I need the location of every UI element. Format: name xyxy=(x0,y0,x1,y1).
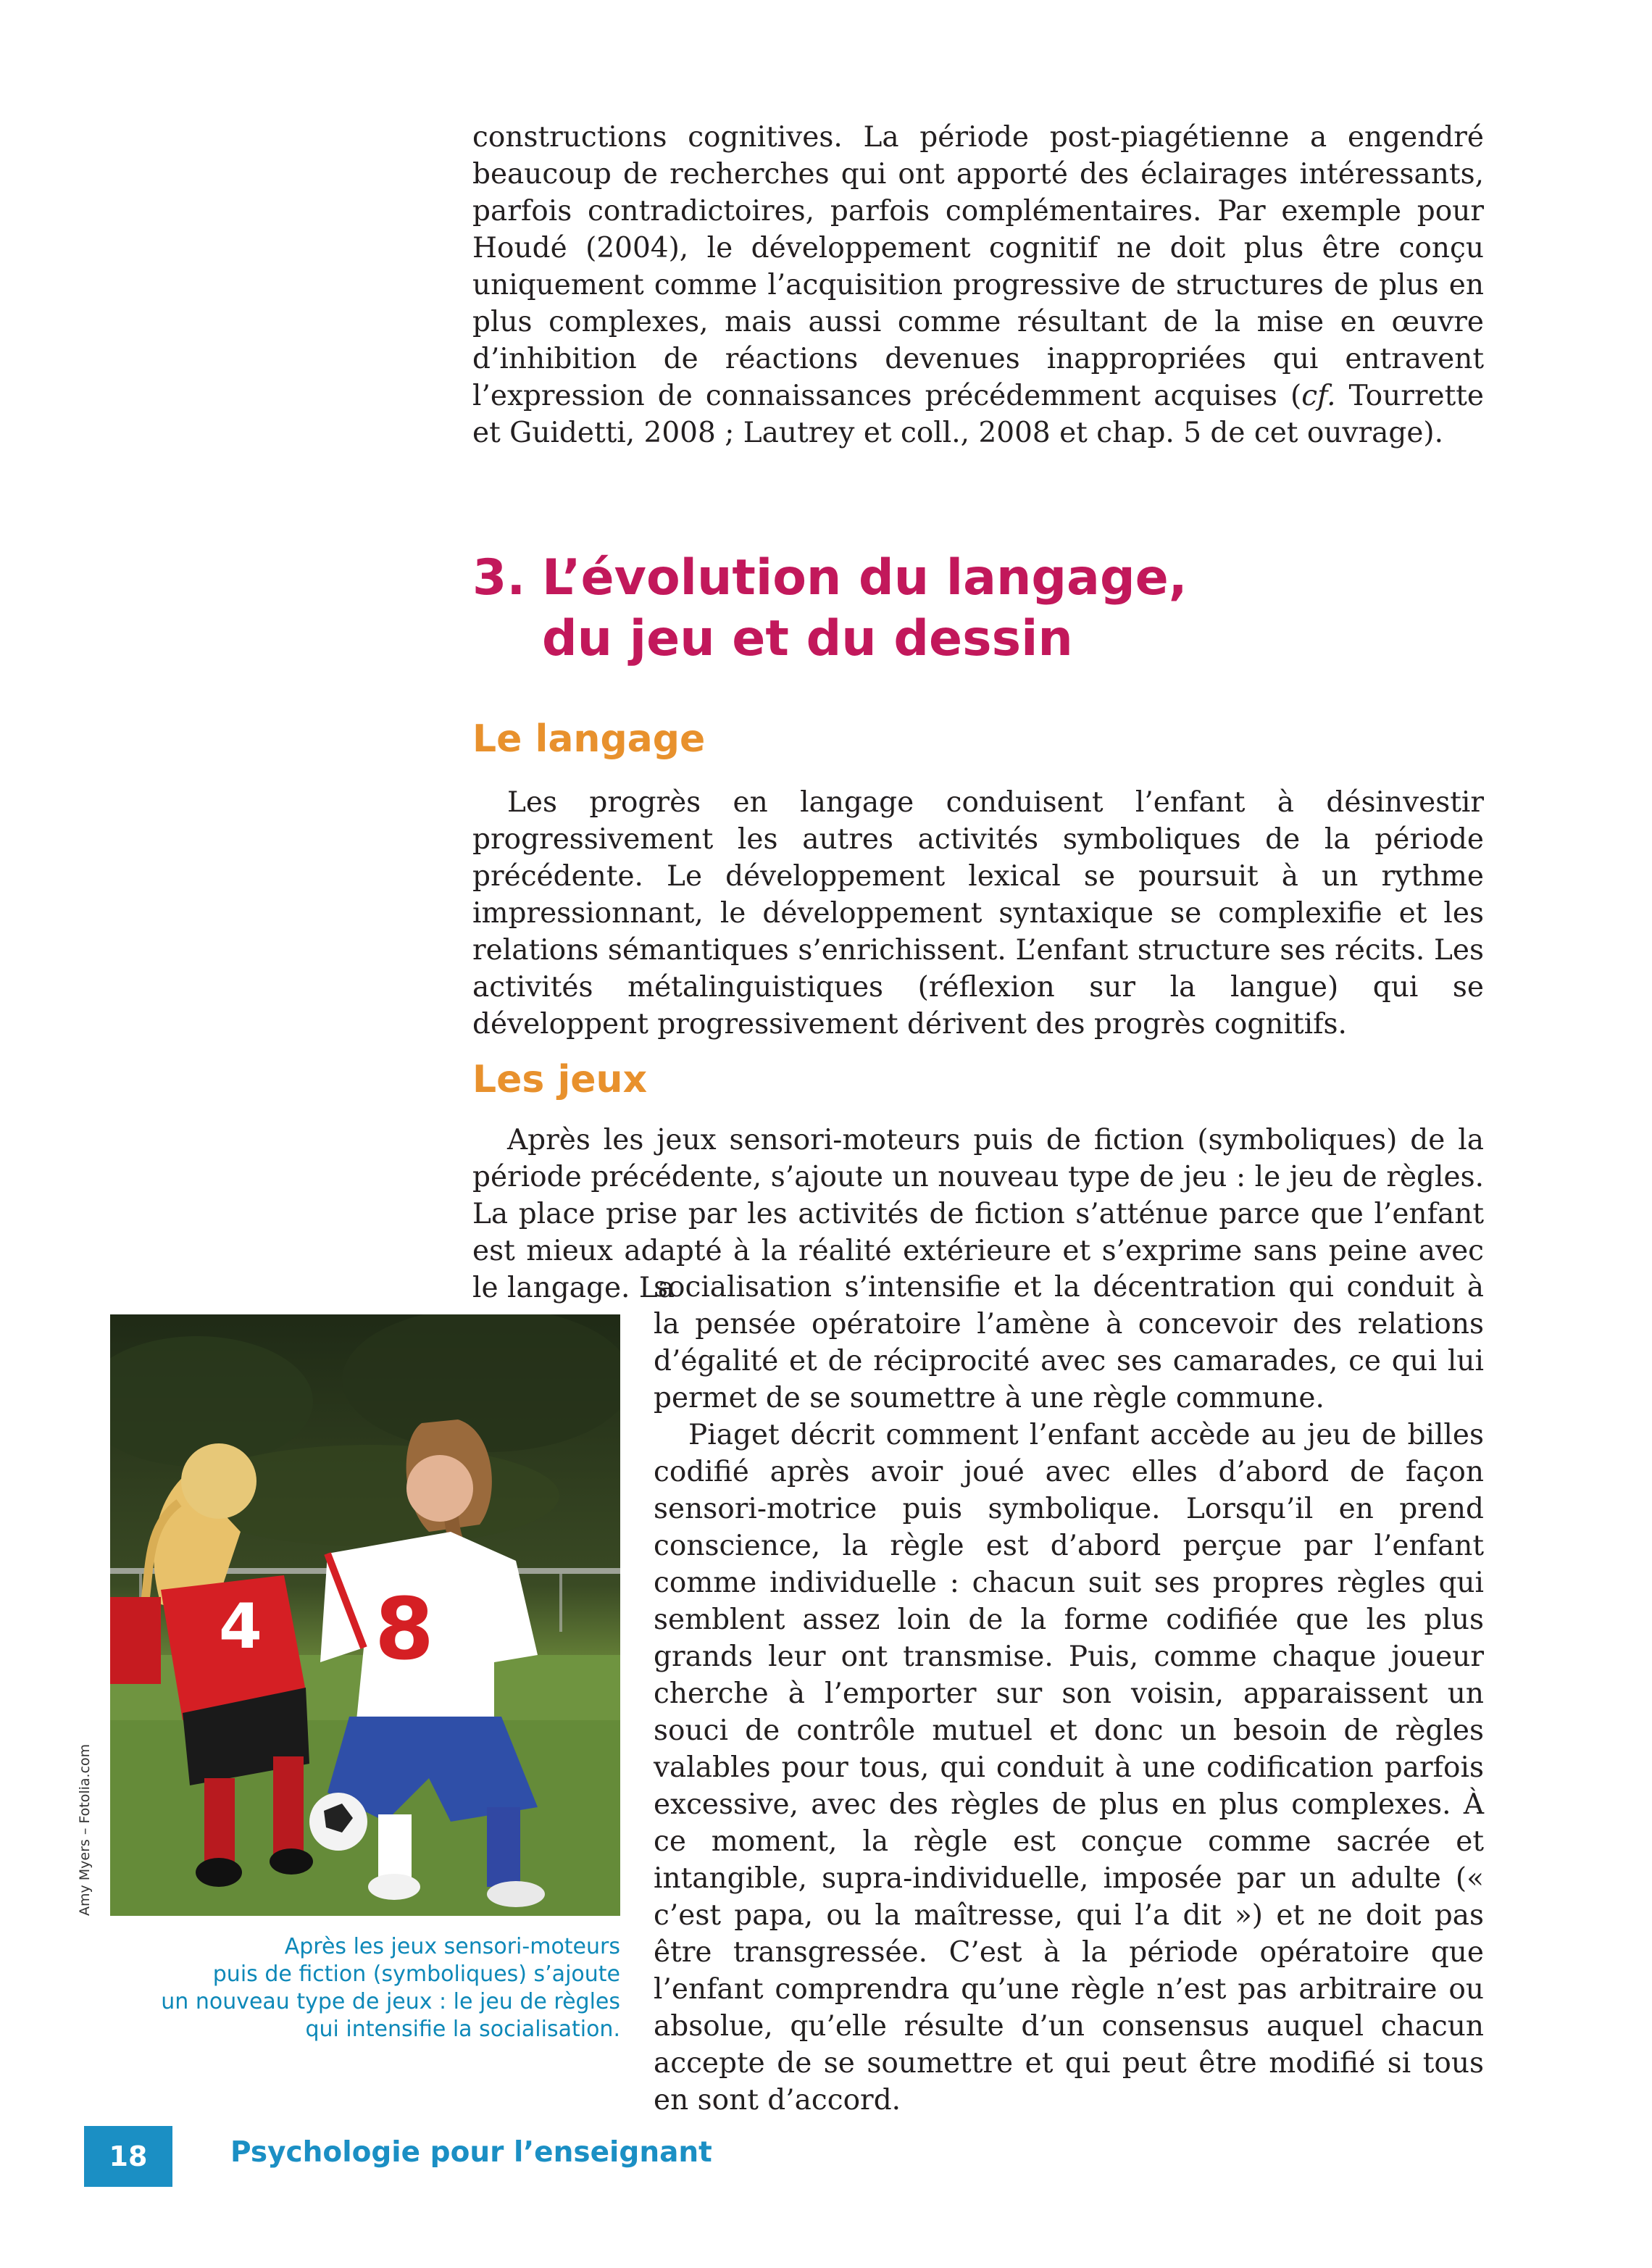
soccer-illustration xyxy=(110,1314,620,1916)
caption-line: Après les jeux sensori-moteurs xyxy=(284,1934,620,1959)
section-title-line2: du jeu et du dessin xyxy=(542,610,1073,667)
section-number: 3. xyxy=(472,549,526,606)
jeux-text-wrap xyxy=(654,1269,1484,2119)
photo-caption xyxy=(116,1933,620,2043)
section-title xyxy=(472,548,1188,670)
soccer-photo xyxy=(110,1314,620,1916)
jeux-paragraph-1: Après les jeux sensori-moteurs puis de fiction (symboliques) de la période précédente, s’ajoute un nouveau type de jeu : le jeu de règles. La place prise par les activités de fiction s’atténue parce que l’enfant est mieux adapté à la réalité extérieure et s’exprime sans peine avec le langage. La xyxy=(472,1124,1484,1304)
caption-line: puis de fiction (symboliques) s’ajoute xyxy=(212,1961,620,1987)
caption-line: qui intensifie la socialisation. xyxy=(305,2017,620,2042)
book-title: Psychologie pour l’enseignant xyxy=(230,2136,712,2169)
page-number: 18 xyxy=(84,2126,172,2187)
photo-credit: Amy Myers – Fotolia.com xyxy=(77,1743,93,1916)
shirt-number-left: 4 xyxy=(219,1590,262,1663)
heading-langage: Le langage xyxy=(472,717,706,761)
caption-line: un nouveau type de jeux : le jeu de règles xyxy=(161,1989,620,2014)
intro-paragraph: constructions cognitives. La période post-piagétienne a engendré beaucoup de recherches qui ont apporté des éclairages intéressants, parfois contradictoires, parfois complémentaires. Par exemple pour Houdé (2004), le développement cognitif ne doit plus être conçu uniquement comme l’acquisition progressive de structures de plus en plus complexes, mais aussi comme résultant de la mise en œuvre d’inhibition de réactions devenues inappropriées qui entravent l’expression de connaissances précédemment acquises (cf. Tourrette et Guidetti, 2008 ; Lautrey et coll., 2008 et chap. 5 de cet ouvrage). xyxy=(472,121,1484,449)
jeux-paragraph-2: Piaget décrit comment l’enfant accède au jeu de billes codifié après avoir joué avec elles d’abord de façon sensori-motrice puis symbolique. Lorsqu’il en prend conscience, la règle est d’abord perçue par l’enfant comme individuelle : chacun suit ses propres règles qui semblent assez loin de la forme codifiée que les plus grands leur ont transmise. Puis, comme chaque joueur cherche à l’emporter sur son voisin, apparaissent un souci de contrôle mutuel et donc un besoin de règles valables pour tous, qui conduit à une codification parfois excessive, avec des règles de plus en plus complexes. À ce moment, la règle est conçue comme sacrée et intangible, supra-individuelle, imposée par un adulte (« c’est papa, ou la maîtresse, qui l’a dit ») et ne doit pas être transgressée. C’est à la période opératoire que l’enfant comprendra qu’une règle n’est pas arbitraire ou absolue, qu’elle résulte d’un consensus auquel chacun accepte de se soumettre et qui peut être modifié si tous en sont d’accord. xyxy=(654,1419,1484,2117)
jeux-paragraph-1-continued: socialisation s’intensifie et la décentration qui conduit à la pensée opératoire l’amène à concevoir des relations d’égalité et de réciprocité avec ses camarades, ce qui lui permet de se soumettre à une règle commune. xyxy=(654,1271,1484,1414)
heading-jeux: Les jeux xyxy=(472,1058,648,1101)
shirt-number-right: 8 xyxy=(375,1579,435,1679)
langage-paragraph: Les progrès en langage conduisent l’enfant à désinvestir progressivement les autres activités symboliques de la période précédente. Le développement lexical se poursuit à un rythme impressionnant, le développement syntaxique se complexifie et les relations sémantiques s’enrichissent. L’enfant structure ses récits. Les activités métalinguistiques (réflexion sur la langue) qui se développent progressivement dérivent des progrès cognitifs. xyxy=(472,786,1484,1041)
section-title-line1: L’évolution du langage, xyxy=(542,549,1188,606)
